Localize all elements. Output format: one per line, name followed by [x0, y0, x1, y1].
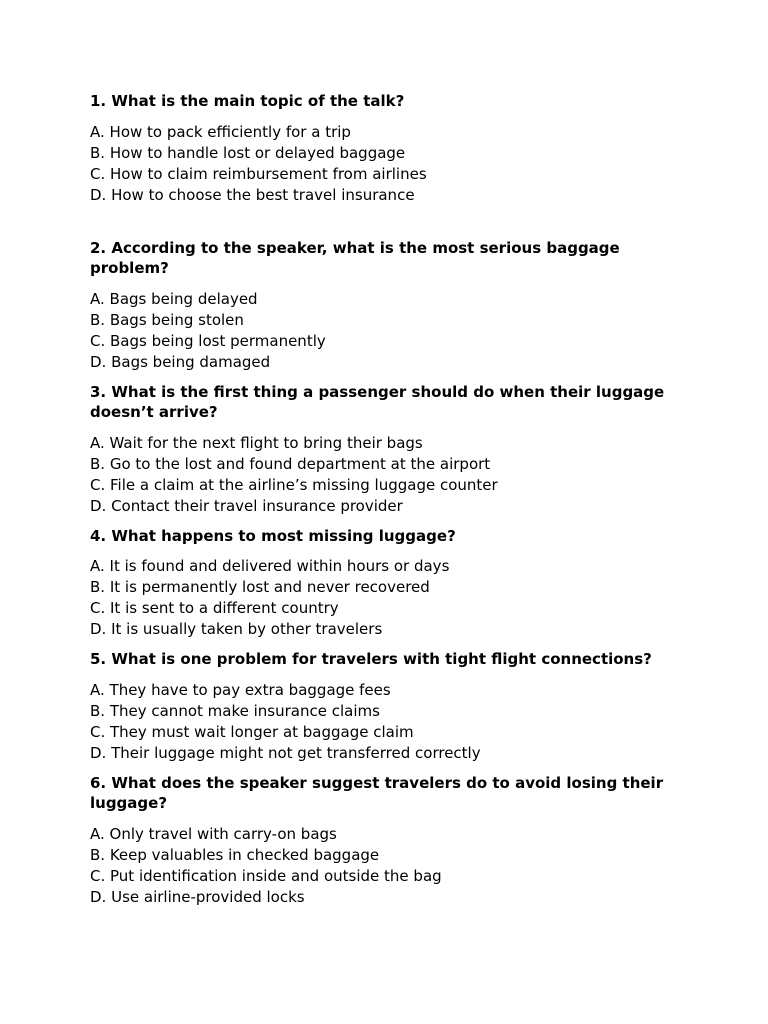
quiz-page	[90, 91, 680, 917]
option-a: A. Wait for the next flight to bring their bags	[90, 433, 423, 452]
question-text: 1. What is the main topic of the talk?	[90, 92, 405, 110]
option-list	[90, 680, 680, 764]
option-b: B. They cannot make insurance claims	[90, 701, 380, 720]
option-c: C. File a claim at the airline’s missing luggage counter	[90, 475, 498, 494]
option-a: A. They have to pay extra baggage fees	[90, 680, 391, 699]
option-b: B. Keep valuables in checked baggage	[90, 845, 380, 864]
option-list	[90, 433, 680, 517]
question-text: 6. What does the speaker suggest travelers do to avoid losing their luggage?	[90, 773, 664, 812]
option-d: D. Their luggage might not get transferred correctly	[90, 743, 481, 762]
option-list	[90, 122, 680, 206]
option-d: D. How to choose the best travel insurance	[90, 185, 415, 204]
option-c: C. They must wait longer at baggage claim	[90, 722, 414, 741]
question-6	[90, 773, 680, 908]
option-d: D. It is usually taken by other travelers	[90, 620, 383, 638]
question-4	[90, 526, 680, 641]
option-c: C. It is sent to a different country	[90, 599, 339, 617]
option-b: B. Bags being stolen	[90, 310, 244, 329]
option-list	[90, 556, 680, 640]
option-d: D. Contact their travel insurance provider	[90, 496, 403, 515]
option-c: C. Bags being lost permanently	[90, 331, 326, 350]
question-1	[90, 91, 680, 206]
option-c: C. How to claim reimbursement from airlines	[90, 164, 427, 183]
question-text: 4. What happens to most missing luggage?	[90, 526, 456, 545]
question-5	[90, 649, 680, 764]
option-b: B. How to handle lost or delayed baggage	[90, 143, 406, 162]
option-list	[90, 289, 680, 373]
option-a: A. It is found and delivered within hours or days	[90, 557, 450, 575]
question-2	[90, 238, 680, 373]
question-text: 5. What is one problem for travelers with tight flight connections?	[90, 650, 652, 668]
option-c: C. Put identification inside and outside the bag	[90, 866, 442, 885]
option-d: D. Bags being damaged	[90, 352, 271, 371]
question-3	[90, 382, 680, 517]
option-a: A. Only travel with carry-on bags	[90, 824, 337, 843]
option-a: A. Bags being delayed	[90, 289, 258, 308]
question-text: 3. What is the first thing a passenger should do when their luggage doesn’t arrive?	[90, 382, 665, 421]
option-a: A. How to pack efficiently for a trip	[90, 122, 351, 141]
option-list	[90, 824, 680, 908]
option-b: B. Go to the lost and found department at the airport	[90, 454, 491, 473]
option-b: B. It is permanently lost and never recovered	[90, 578, 430, 596]
question-text: 2. According to the speaker, what is the most serious baggage problem?	[90, 238, 620, 277]
option-d: D. Use airline-provided locks	[90, 887, 305, 906]
